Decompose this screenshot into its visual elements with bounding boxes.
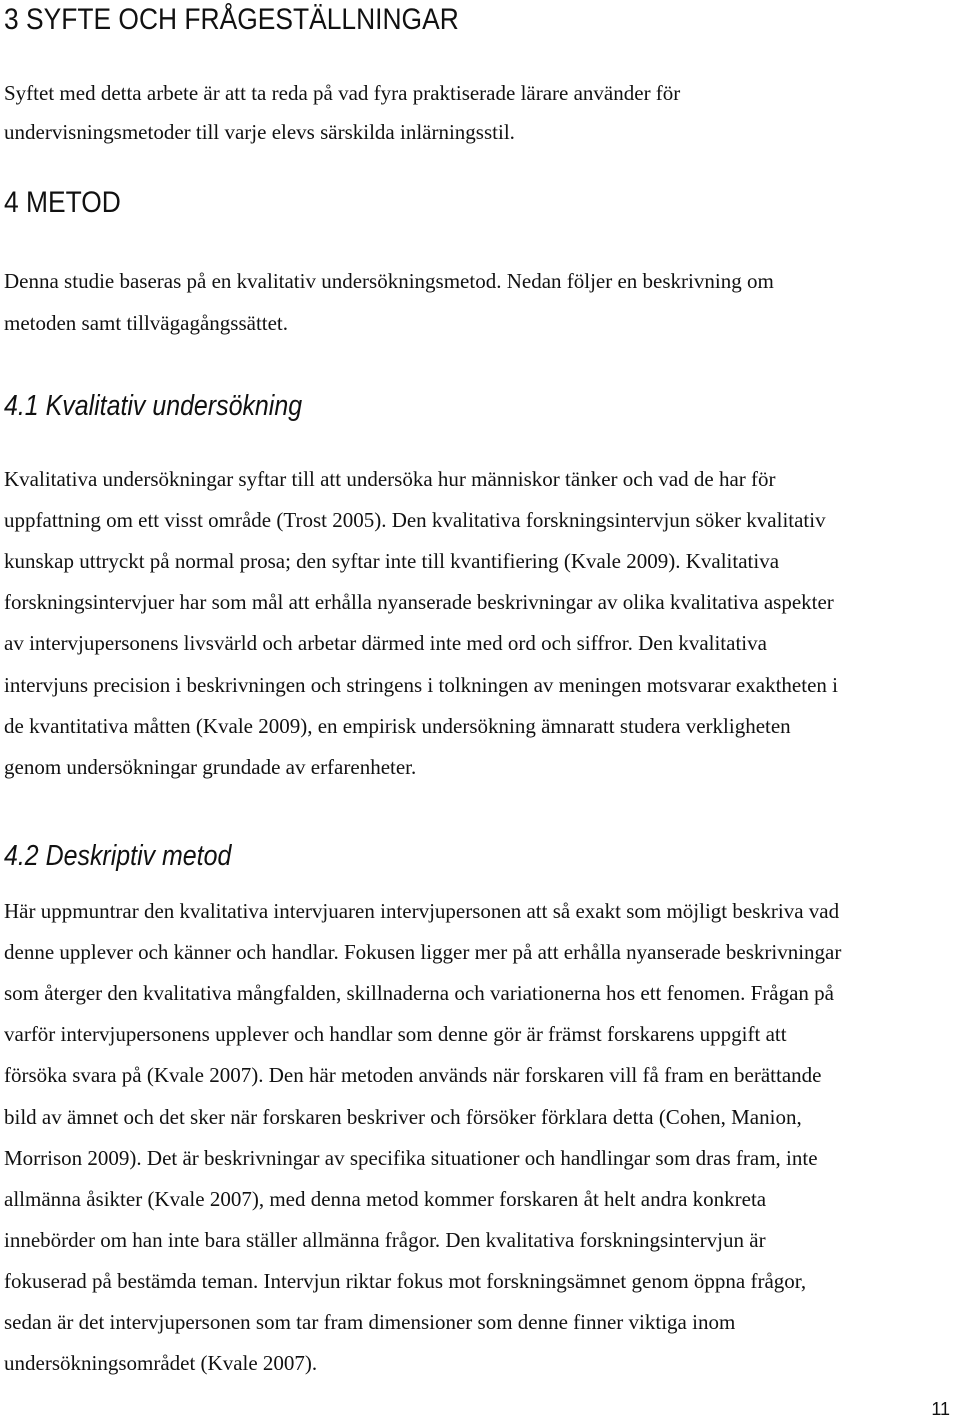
- body-line: intervjuns precision i beskrivningen och stringens i tolkningen av meningen motsvarar exaktheten i: [4, 673, 838, 697]
- body-line: forskningsintervjuer har som mål att erhålla nyanserade beskrivningar av olika kvalitativa aspekter: [4, 590, 834, 614]
- body-line: allmänna åsikter (Kvale 2007), med denna metod kommer forskaren åt helt andra konkreta: [4, 1187, 767, 1211]
- body-line: varför intervjupersonens upplever och handlar som denne gör är främst forskarens uppgift att: [4, 1022, 787, 1046]
- body-line: sedan är det intervjupersonen som tar fram dimensioner som denne finner viktiga inom: [4, 1310, 736, 1334]
- section-heading-metod: 4 METOD: [4, 186, 121, 219]
- body-line: kunskap uttryckt på normal prosa; den syftar inte till kvantifiering (Kvale 2009). Kvalitativa: [4, 549, 780, 573]
- body-line: av intervjupersonens livsvärld och arbetar därmed inte med ord och siffror. Den kvalitativa: [4, 631, 767, 655]
- body-line: undervisningsmetoder till varje elevs särskilda inlärningsstil.: [4, 120, 515, 144]
- body-line: de kvantitativa måtten (Kvale 2009), en empirisk undersökning ämnaratt studera verkligheten: [4, 714, 791, 738]
- page-number: 11: [931, 1399, 950, 1419]
- body-line: uppfattning om ett visst område (Trost 2005). Den kvalitativa forskningsintervjun söker kvalitativ: [4, 508, 826, 532]
- body-line: Denna studie baseras på en kvalitativ undersökningsmetod. Nedan följer en beskrivning om: [4, 269, 774, 293]
- body-line: Kvalitativa undersökningar syftar till att undersöka hur människor tänker och vad de har för: [4, 467, 776, 491]
- body-line: som återger den kvalitativa mångfalden, skillnaderna och variationerna hos ett fenomen. Frågan på: [4, 981, 834, 1005]
- body-line: Här uppmuntrar den kvalitativa intervjuaren intervjupersonen att så exakt som möjligt beskriva vad: [4, 899, 840, 923]
- body-line: genom undersökningar grundade av erfarenheter.: [4, 755, 417, 779]
- body-line: Morrison 2009). Det är beskrivningar av specifika situationer och handlingar som dras fram, inte: [4, 1146, 818, 1170]
- body-line: Syftet med detta arbete är att ta reda på vad fyra praktiserade lärare använder för: [4, 81, 681, 105]
- subsection-heading-deskriptiv: 4.2 Deskriptiv metod: [4, 840, 232, 872]
- body-line: denne upplever och känner och handlar. Fokusen ligger mer på att erhålla nyanserade beskrivningar: [4, 940, 842, 964]
- body-line: innebörder om han inte bara ställer allmänna frågor. Den kvalitativa forskningsintervjun är: [4, 1228, 766, 1252]
- body-line: försöka svara på (Kvale 2007). Den här metoden används när forskaren vill få fram en berättande: [4, 1063, 822, 1087]
- body-line: undersökningsområdet (Kvale 2007).: [4, 1351, 318, 1375]
- body-line: bild av ämnet och det sker när forskaren beskriver och försöker förklara detta (Cohen, Manion,: [4, 1105, 802, 1129]
- subsection-heading-kvalitativ: 4.1 Kvalitativ undersökning: [4, 390, 303, 422]
- body-line: fokuserad på bestämda teman. Intervjun riktar fokus mot forskningsämnet genom öppna frågor,: [4, 1269, 807, 1293]
- section-heading-syfte: 3 SYFTE OCH FRÅGESTÄLLNINGAR: [4, 3, 459, 36]
- body-line: metoden samt tillvägagångssättet.: [4, 311, 289, 335]
